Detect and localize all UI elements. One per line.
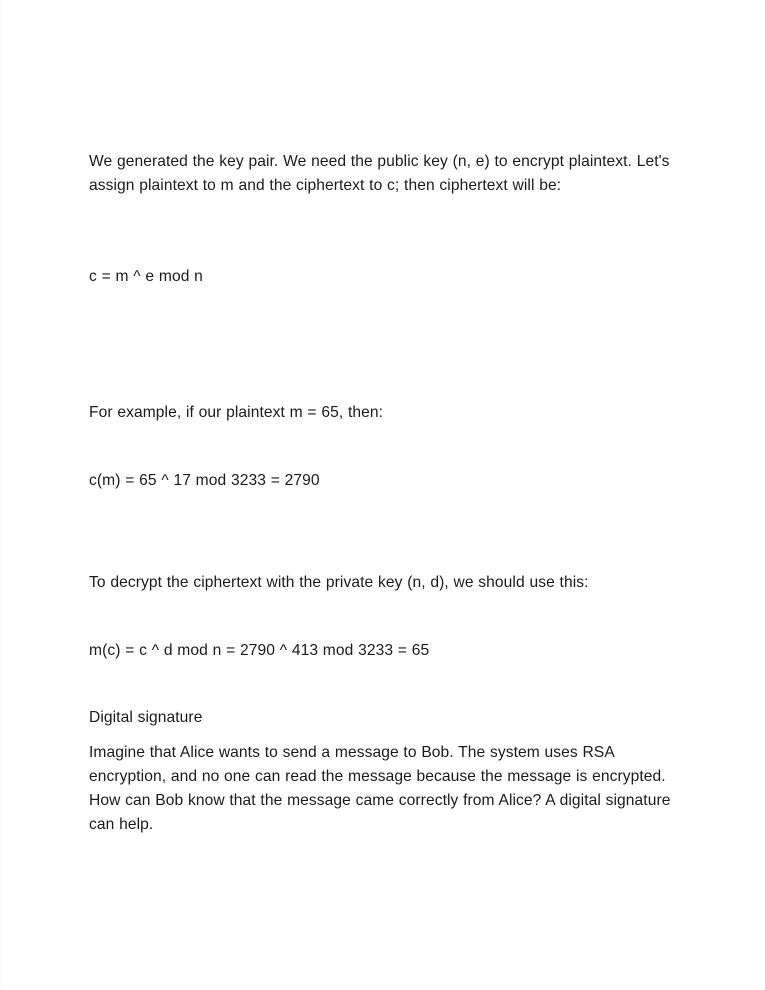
example-intro-paragraph: For example, if our plaintext m = 65, then: — [89, 403, 384, 421]
section-heading-digital-signature: Digital signature — [89, 709, 203, 727]
document-content — [89, 150, 685, 837]
formula-decrypt-example: m(c) = c ^ d mod n = 2790 ^ 413 mod 3233 = 65 — [89, 642, 430, 660]
page-edge-left — [0, 0, 3, 990]
spacer — [89, 663, 685, 706]
digital-signature-paragraph: Imagine that Alice wants to send a message to Bob. The system uses RSA encryption, and no one can read the message because the message is encrypted. How can Bob know that the message came correctly from Alice? A digital signature can help. — [89, 743, 671, 834]
spacer — [89, 731, 685, 741]
formula-encrypt-example: c(m) = 65 ^ 17 mod 3233 = 2790 — [89, 471, 320, 489]
decrypt-intro-paragraph: To decrypt the ciphertext with the private key (n, d), we should use this: — [89, 574, 589, 592]
intro-paragraph: We generated the key pair. We need the public key (n, e) to encrypt plaintext. Let's assign plaintext to m and the ciphertext to c; then ciphertext will be: — [89, 153, 670, 195]
spacer — [89, 493, 685, 571]
spacer — [89, 290, 685, 401]
spacer — [89, 425, 685, 469]
spacer — [89, 198, 685, 265]
spacer — [89, 595, 685, 639]
formula-encrypt: c = m ^ e mod n — [89, 268, 203, 286]
